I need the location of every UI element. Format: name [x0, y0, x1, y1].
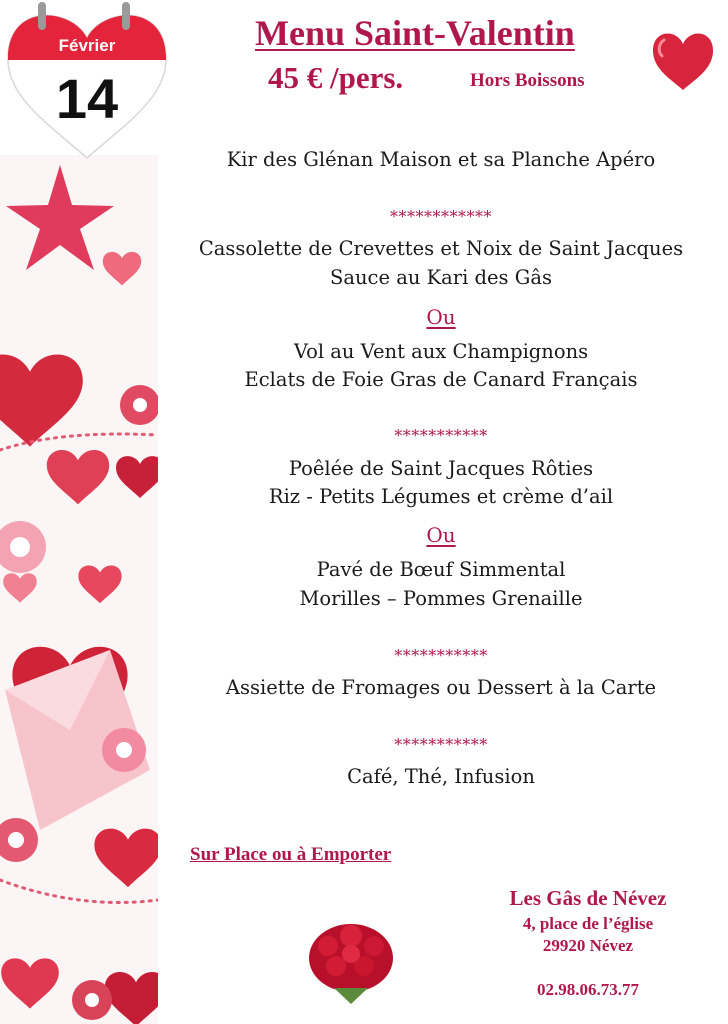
starter-option-1-line-2: Sauce au Kari des Gâs	[330, 266, 552, 289]
calendar-heart-icon	[2, 0, 172, 160]
rose-bouquet-icon	[306, 918, 396, 1004]
starter-option-2-line-2: Eclats de Foie Gras de Canard Français	[244, 368, 638, 391]
calendar-day: 14	[55, 67, 119, 130]
or-divider: Ou	[426, 305, 456, 329]
separator: ************	[390, 207, 492, 226]
aperitif-item: Kir des Glénan Maison et sa Planche Apéro	[226, 148, 656, 171]
drinks-note: Hors Boissons	[470, 70, 585, 91]
separator: ***********	[394, 426, 488, 445]
main-option-2-line-1: Pavé de Bœuf Simmental	[316, 558, 566, 581]
restaurant-address-line-2: 29920 Névez	[542, 936, 634, 955]
restaurant-address-line-1: 4, place de l’église	[522, 914, 654, 933]
red-heart-icon	[650, 28, 716, 92]
calendar-month: Février	[58, 36, 116, 55]
main-option-1-line-2: Riz - Petits Légumes et crème d’ail	[268, 485, 614, 508]
or-divider: Ou	[426, 523, 456, 547]
restaurant-phone: 02.98.06.73.77	[537, 980, 639, 999]
page-title: Menu Saint-Valentin	[255, 13, 575, 53]
hot-drinks-item: Café, Thé, Infusion	[347, 765, 535, 788]
starter-option-2-line-1: Vol au Vent aux Champignons	[293, 340, 589, 363]
main-option-2-line-2: Morilles – Pommes Grenaille	[299, 587, 583, 610]
restaurant-name: Les Gâs de Névez	[509, 886, 667, 910]
cheese-dessert-item: Assiette de Fromages ou Dessert à la Carte	[225, 676, 657, 699]
main-option-1-line-1: Poêlée de Saint Jacques Rôties	[288, 457, 594, 480]
menu-price: 45 € /pers.	[268, 60, 404, 95]
takeaway-note: Sur Place ou à Emporter	[190, 844, 392, 865]
separator: ***********	[394, 735, 488, 754]
starter-option-1-line-1: Cassolette de Crevettes et Noix de Saint Jacques	[198, 237, 684, 260]
separator: ***********	[394, 646, 488, 665]
